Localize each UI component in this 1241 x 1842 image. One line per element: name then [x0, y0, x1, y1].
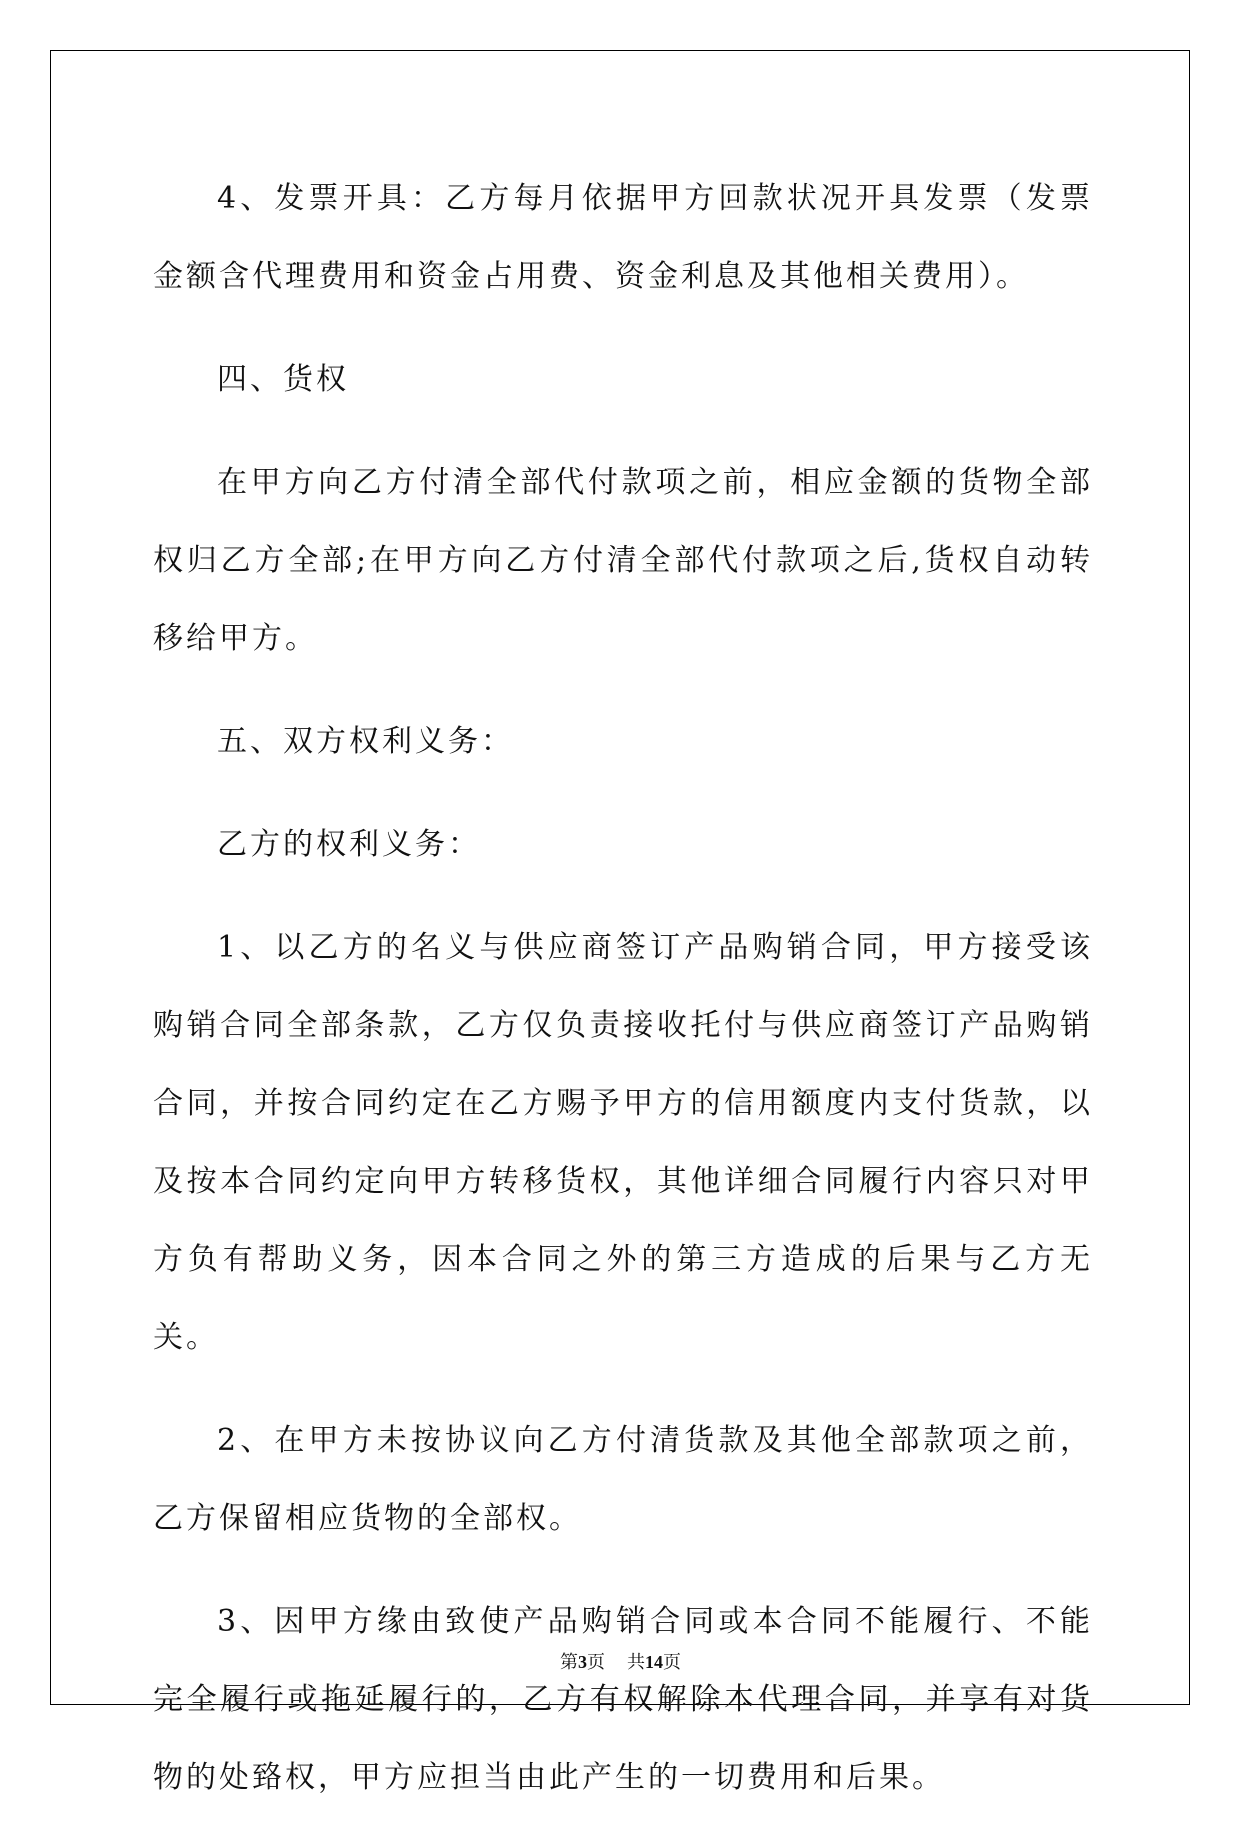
footer-page-prefix: 第: [560, 1652, 578, 1672]
subheading-party-b: 乙方的权利义务：: [217, 827, 481, 862]
paragraph-invoice: 4、发票开具：乙方每月依据甲方回款状况开具发票（发票金额含代理费用和资金占用费、资金利息及其他相关费用）。: [153, 181, 1093, 294]
paragraph-clause-3: 3、因甲方缘由致使产品购销合同或本合同不能履行、不能完全履行或拖延履行的，乙方有权解除本代理合同，并享有对货物的处臵权，甲方应担当由此产生的一切费用和后果。: [153, 1604, 1093, 1795]
section-heading-rights: 五、双方权利义务：: [217, 724, 514, 759]
paragraph-clause-1: 1、以乙方的名义与供应商签订产品购销合同，甲方接受该购销合同全部条款，乙方仅负责接收托付与供应商签订产品购销合同，并按合同约定在乙方赐予甲方的信用额度内支付货款，以及按本合同约定向甲方转移货权，其他详细合同履行内容只对甲方负有帮助义务，因本合同之外的第三方造成的后果与乙方无关。: [153, 930, 1093, 1355]
paragraph-ownership: 在甲方向乙方付清全部代付款项之前，相应金额的货物全部权归乙方全部;在甲方向乙方付清全部代付款项之后,货权自动转移给甲方。: [153, 465, 1093, 656]
document-body: [153, 160, 1093, 1842]
footer-page-number: 3: [578, 1652, 587, 1672]
footer-page-suffix: 页: [587, 1652, 605, 1672]
footer-total-pages: 14: [645, 1652, 663, 1672]
paragraph-clause-2: 2、在甲方未按协议向乙方付清货款及其他全部款项之前，乙方保留相应货物的全部权。: [153, 1423, 1093, 1536]
section-heading-ownership: 四、货权: [217, 362, 349, 397]
footer-total-suffix: 页: [663, 1652, 681, 1672]
page-footer: [0, 1648, 1241, 1674]
footer-total-prefix: 共: [627, 1652, 645, 1672]
